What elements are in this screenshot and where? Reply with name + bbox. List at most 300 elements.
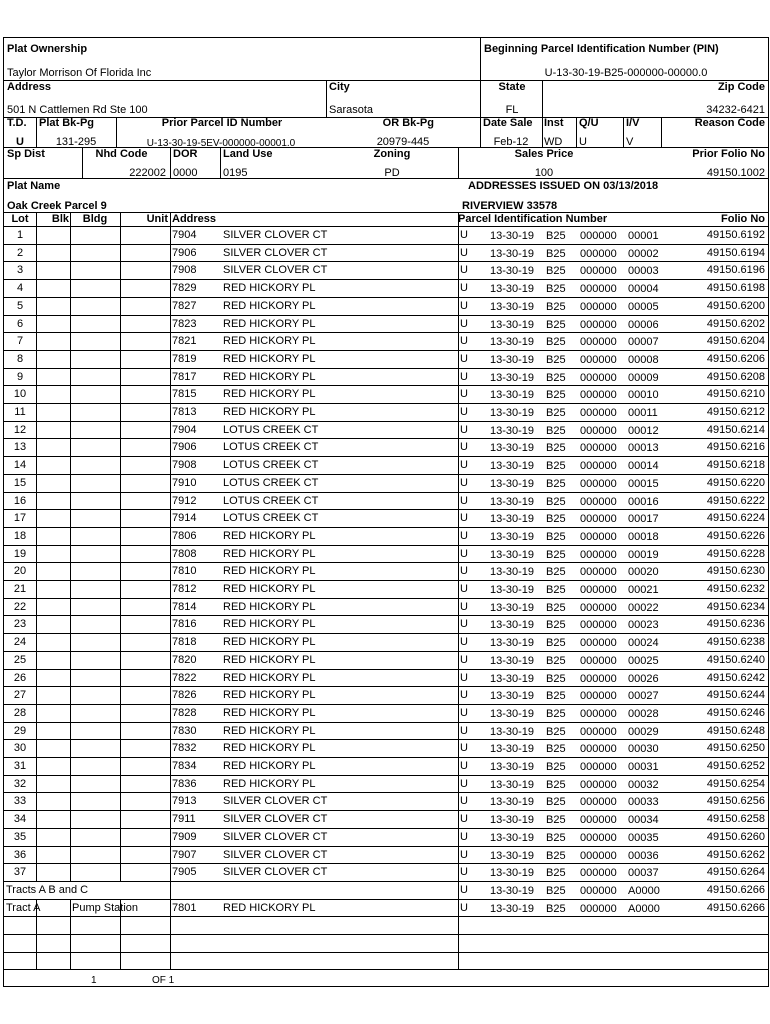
pin-prefix-cell: U: [460, 795, 468, 808]
address-number-cell: 7812: [172, 583, 197, 595]
pin-prefix-cell: U: [460, 600, 468, 613]
page-number: 1: [91, 975, 97, 986]
pin-sub-cell: B25: [546, 548, 566, 561]
address-number-cell: 7801: [172, 901, 197, 914]
pin-block-cell: 000000: [580, 761, 617, 773]
folio-cell: 49150.6234: [706, 600, 765, 613]
col-address: Address: [172, 213, 217, 225]
lot-cell: 35: [13, 830, 27, 843]
lot-cell: 16: [13, 494, 27, 507]
pin-prefix-cell: U: [460, 370, 468, 383]
street-cell: RED HICKORY PL: [223, 282, 316, 295]
pin-prefix-cell: U: [460, 317, 468, 330]
row-divider: [4, 704, 768, 705]
address-number-cell: 7814: [172, 600, 197, 613]
street-cell: RED HICKORY PL: [223, 742, 316, 755]
address-number-cell: 7911: [172, 813, 196, 826]
iv-value: V: [626, 136, 634, 148]
column-divider: [120, 212, 121, 969]
address-number-cell: 7914: [172, 512, 197, 525]
row-divider: [4, 828, 768, 829]
address-number-cell: 7909: [172, 830, 197, 843]
row-divider: [4, 846, 768, 847]
pin-lot-cell: 00030: [628, 743, 659, 756]
address-number-cell: 7821: [172, 335, 197, 348]
pin-block-cell: 000000: [580, 530, 617, 543]
pin-sub-cell: B25: [546, 389, 566, 402]
lot-cell: 5: [16, 299, 24, 312]
row-divider: [4, 438, 768, 439]
pin-str-cell: 13-30-19: [490, 283, 535, 296]
pin-prefix-cell: U: [460, 282, 468, 295]
address-number-cell: 7816: [172, 618, 197, 631]
pin-lot-cell: 00017: [628, 513, 659, 526]
row-divider: [4, 244, 768, 245]
nhd-code-label: Nhd Code: [95, 148, 148, 160]
pin-prefix-cell: U: [460, 512, 468, 525]
street-cell: SILVER CLOVER CT: [223, 795, 328, 808]
lot-cell: Tracts A B and C: [6, 883, 89, 896]
pin-sub-cell: B25: [546, 530, 566, 543]
address-number-cell: 7823: [172, 317, 197, 330]
street-cell: RED HICKORY PL: [223, 547, 316, 560]
row-divider: [4, 863, 768, 864]
pin-prefix-cell: U: [460, 813, 468, 826]
date-sale-label: Date Sale: [483, 117, 533, 129]
pin-sub-cell: B25: [546, 814, 566, 827]
address-number-cell: 7910: [172, 476, 197, 489]
folio-cell: 49150.6204: [706, 335, 765, 348]
pin-str-cell: 13-30-19: [490, 265, 535, 278]
pin-sub-cell: B25: [546, 725, 566, 738]
folio-cell: 49150.6250: [706, 742, 765, 755]
pin-str-cell: 13-30-19: [490, 566, 535, 579]
plat-name-value: Oak Creek Parcel 9: [7, 200, 107, 212]
lot-cell: 32: [13, 777, 27, 790]
pin-lot-cell: 00021: [628, 584, 659, 596]
pin-block-cell: 000000: [580, 283, 617, 296]
pin-sub-cell: B25: [546, 442, 566, 455]
street-cell: RED HICKORY PL: [223, 370, 316, 383]
pin-value: U-13-30-19-B25-000000-00000.0: [544, 67, 708, 79]
lot-cell: 19: [13, 547, 27, 560]
folio-cell: 49150.6222: [706, 494, 765, 507]
pin-sub-cell: B25: [546, 796, 566, 809]
address-value: 501 N Cattlemen Rd Ste 100: [7, 104, 148, 116]
pin-sub-cell: B25: [546, 601, 566, 614]
folio-cell: 49150.6208: [706, 370, 765, 383]
pin-sub-cell: B25: [546, 867, 566, 880]
sp-dist-label: Sp Dist: [7, 148, 45, 160]
reason-code-label: Reason Code: [694, 117, 765, 129]
pin-str-cell: 13-30-19: [490, 247, 535, 260]
pin-block-cell: 000000: [580, 247, 617, 260]
lot-cell: 3: [16, 264, 24, 277]
plat-form: [3, 37, 769, 987]
inst-value: WD: [544, 136, 563, 148]
sales-price-value: 100: [534, 167, 554, 179]
folio-cell: 49150.6228: [706, 547, 765, 560]
city-value: Sarasota: [329, 104, 374, 116]
lot-cell: 33: [13, 795, 27, 808]
folio-cell: 49150.6266: [706, 883, 765, 896]
street-cell: RED HICKORY PL: [223, 406, 316, 418]
pin-str-cell: 13-30-19: [490, 407, 535, 419]
street-cell: SILVER CLOVER CT: [223, 246, 328, 259]
folio-cell: 49150.6238: [706, 636, 765, 649]
page-of: OF 1: [152, 975, 175, 986]
prior-parcel-value: U-13-30-19-5EV-000000-00001.0: [146, 138, 296, 149]
pin-str-cell: 13-30-19: [490, 707, 535, 720]
pin-prefix-cell: U: [460, 742, 468, 755]
plat-name-label: Plat Name: [7, 180, 61, 192]
pin-prefix-cell: U: [460, 653, 468, 666]
pin-str-cell: 13-30-19: [490, 318, 535, 331]
pin-block-cell: 000000: [580, 353, 617, 366]
pin-sub-cell: B25: [546, 637, 566, 650]
pin-prefix-cell: U: [460, 494, 468, 507]
pin-sub-cell: B25: [546, 247, 566, 260]
address-number-cell: 7818: [172, 636, 197, 649]
pin-prefix-cell: U: [460, 724, 468, 737]
pin-lot-cell: 00008: [628, 353, 659, 366]
pin-lot-cell: 00025: [628, 654, 659, 667]
row-divider: [4, 757, 768, 758]
pin-prefix-cell: U: [460, 529, 468, 542]
iv-label: I/V: [626, 117, 640, 129]
lot-cell: 7: [16, 335, 24, 348]
date-sale-value: Feb-12: [493, 136, 529, 148]
row-divider: [4, 261, 768, 262]
address-label: Address: [7, 81, 52, 93]
qu-value: U: [579, 136, 587, 148]
lot-cell: 11: [14, 406, 26, 418]
street-cell: RED HICKORY PL: [223, 901, 316, 914]
address-number-cell: 7806: [172, 529, 197, 542]
pin-block-cell: 000000: [580, 566, 617, 579]
row-divider: [4, 792, 768, 793]
zoning-label: Zoning: [373, 148, 411, 160]
inst-label: Inst: [544, 117, 564, 129]
row-divider: [4, 421, 768, 422]
street-cell: RED HICKORY PL: [223, 529, 316, 542]
folio-cell: 49150.6266: [706, 901, 765, 914]
pin-str-cell: 13-30-19: [490, 389, 535, 402]
lot-cell: 36: [13, 848, 27, 861]
lot-cell: 26: [13, 671, 27, 684]
pin-lot-cell: 00018: [628, 530, 659, 543]
col-lot: Lot: [11, 213, 29, 225]
pin-prefix-cell: U: [460, 689, 468, 702]
folio-cell: 49150.6230: [706, 565, 765, 578]
zip-value: 34232-6421: [706, 104, 765, 116]
lot-cell: 4: [16, 282, 24, 295]
pin-str-cell: 13-30-19: [490, 849, 535, 862]
pin-sub-cell: B25: [546, 707, 566, 720]
pin-block-cell: 000000: [580, 424, 617, 437]
folio-cell: 49150.6218: [706, 459, 765, 472]
pin-lot-cell: 00024: [628, 637, 659, 650]
pin-lot-cell: A0000: [628, 884, 660, 897]
address-number-cell: 7815: [172, 388, 197, 401]
pin-lot-cell: 00016: [628, 495, 659, 508]
row-divider: [4, 722, 768, 723]
pin-prefix-cell: U: [460, 335, 468, 348]
pin-str-cell: 13-30-19: [490, 300, 535, 313]
row-divider: [4, 332, 768, 333]
pin-lot-cell: 00033: [628, 796, 659, 809]
prior-folio-value: 49150.1002: [706, 167, 765, 179]
row-divider: [4, 810, 768, 811]
row-divider: [4, 952, 768, 953]
street-cell: RED HICKORY PL: [223, 653, 316, 666]
pin-block-cell: 000000: [580, 460, 617, 473]
lot-cell: 23: [13, 618, 27, 631]
pin-prefix-cell: U: [460, 441, 468, 454]
pin-block-cell: 000000: [580, 743, 617, 756]
column-divider: [36, 212, 37, 969]
address-number-cell: 7808: [172, 547, 197, 560]
pin-sub-cell: B25: [546, 230, 566, 242]
address-number-cell: 7832: [172, 742, 197, 755]
pin-block-cell: 000000: [580, 477, 617, 490]
address-number-cell: 7819: [172, 352, 197, 365]
pin-block-cell: 000000: [580, 336, 617, 349]
address-number-cell: 7827: [172, 299, 197, 312]
or-bk-value: 20979-445: [376, 136, 430, 148]
pin-str-cell: 13-30-19: [490, 902, 535, 915]
blk-cell: Pump Station: [72, 901, 139, 914]
address-number-cell: 7908: [172, 264, 197, 277]
folio-cell: 49150.6216: [706, 441, 765, 454]
lot-cell: 15: [13, 476, 27, 489]
pin-prefix-cell: U: [460, 636, 468, 649]
address-number-cell: 7905: [172, 866, 197, 879]
col-pin: Parcel Identification Number: [458, 213, 608, 225]
pin-str-cell: 13-30-19: [490, 867, 535, 880]
zoning-value: PD: [384, 167, 400, 179]
folio-cell: 49150.6256: [706, 795, 765, 808]
pin-sub-cell: B25: [546, 265, 566, 278]
row-divider: [4, 474, 768, 475]
row-divider: [4, 350, 768, 351]
folio-cell: 49150.6242: [706, 671, 765, 684]
pin-prefix-cell: U: [460, 246, 468, 259]
prior-parcel-label: Prior Parcel ID Number: [161, 117, 283, 129]
street-cell: RED HICKORY PL: [223, 600, 316, 613]
pin-block-cell: 000000: [580, 831, 617, 844]
pin-lot-cell: 00005: [628, 300, 659, 313]
sales-price-label: Sales Price: [514, 148, 574, 160]
pin-lot-cell: 00023: [628, 619, 659, 632]
pin-block-cell: 000000: [580, 725, 617, 738]
pin-str-cell: 13-30-19: [490, 513, 535, 526]
pin-sub-cell: B25: [546, 672, 566, 685]
pin-lot-cell: 00035: [628, 831, 659, 844]
column-divider: [170, 212, 171, 969]
folio-cell: 49150.6246: [706, 706, 765, 719]
col-folio: Folio No: [721, 213, 765, 225]
or-bk-label: OR Bk-Pg: [382, 117, 434, 129]
plat-bk-label: Plat Bk-Pg: [39, 117, 95, 129]
lot-cell: 10: [13, 388, 27, 401]
pin-sub-cell: B25: [546, 407, 566, 419]
folio-cell: 49150.6202: [706, 317, 765, 330]
pin-lot-cell: 00034: [628, 814, 659, 827]
pin-prefix-cell: U: [460, 547, 468, 560]
street-cell: RED HICKORY PL: [223, 760, 316, 772]
land-use-label: Land Use: [223, 148, 273, 160]
pin-lot-cell: 00003: [628, 265, 659, 278]
pin-lot-cell: 00026: [628, 672, 659, 685]
pin-sub-cell: B25: [546, 619, 566, 632]
pin-sub-cell: B25: [546, 495, 566, 508]
pin-block-cell: 000000: [580, 513, 617, 526]
address-number-cell: 7836: [172, 777, 197, 790]
pin-label: Beginning Parcel Identification Number (PIN): [484, 43, 719, 55]
col-unit: Unit: [146, 213, 168, 225]
address-number-cell: 7810: [172, 565, 197, 578]
pin-str-cell: 13-30-19: [490, 601, 535, 614]
pin-prefix-cell: U: [460, 423, 468, 436]
pin-str-cell: 13-30-19: [490, 884, 535, 897]
pin-lot-cell: 00019: [628, 548, 659, 561]
pin-prefix-cell: U: [460, 883, 468, 896]
td-label: T.D.: [7, 117, 27, 129]
pin-block-cell: 000000: [580, 867, 617, 880]
column-divider: [458, 212, 459, 969]
street-cell: RED HICKORY PL: [223, 335, 316, 348]
lot-cell: 24: [13, 636, 27, 649]
address-number-cell: 7906: [172, 441, 197, 454]
pin-sub-cell: B25: [546, 902, 566, 915]
street-cell: RED HICKORY PL: [223, 583, 316, 595]
pin-sub-cell: B25: [546, 318, 566, 331]
lot-cell: 8: [16, 352, 24, 365]
row-divider: [4, 651, 768, 652]
folio-cell: 49150.6258: [706, 813, 765, 826]
row-divider: [4, 916, 768, 917]
folio-cell: 49150.6200: [706, 299, 765, 312]
qu-label: Q/U: [579, 117, 599, 129]
folio-cell: 49150.6232: [706, 583, 765, 595]
folio-cell: 49150.6192: [706, 229, 765, 241]
pin-str-cell: 13-30-19: [490, 654, 535, 667]
address-number-cell: 7908: [172, 459, 197, 472]
pin-prefix-cell: U: [460, 706, 468, 719]
pin-prefix-cell: U: [460, 459, 468, 472]
pin-sub-cell: B25: [546, 477, 566, 490]
pin-prefix-cell: U: [460, 264, 468, 277]
pin-block-cell: 000000: [580, 637, 617, 650]
pin-lot-cell: A0000: [628, 902, 660, 915]
pin-block-cell: 000000: [580, 619, 617, 632]
pin-lot-cell: 00027: [628, 690, 659, 703]
street-cell: RED HICKORY PL: [223, 706, 316, 719]
street-cell: LOTUS CREEK CT: [223, 512, 319, 525]
pin-block-cell: 000000: [580, 902, 617, 915]
pin-str-cell: 13-30-19: [490, 495, 535, 508]
lot-cell: 30: [13, 742, 27, 755]
pin-str-cell: 13-30-19: [490, 796, 535, 809]
pin-str-cell: 13-30-19: [490, 353, 535, 366]
pin-block-cell: 000000: [580, 548, 617, 561]
td-value: U: [16, 136, 24, 148]
street-cell: LOTUS CREEK CT: [223, 494, 319, 507]
pin-sub-cell: B25: [546, 300, 566, 313]
pin-prefix-cell: U: [460, 583, 468, 595]
city-zip-value: RIVERVIEW 33578: [462, 200, 558, 212]
row-divider: [4, 739, 768, 740]
pin-sub-cell: B25: [546, 761, 566, 773]
row-divider: [4, 545, 768, 546]
lot-cell: 13: [13, 441, 27, 454]
pin-prefix-cell: U: [460, 848, 468, 861]
lot-cell: 29: [13, 724, 27, 737]
pin-lot-cell: 00004: [628, 283, 659, 296]
lot-cell: 27: [13, 689, 27, 702]
pin-block-cell: 000000: [580, 230, 617, 242]
row-divider: [4, 492, 768, 493]
row-divider: [4, 297, 768, 298]
pin-prefix-cell: U: [460, 388, 468, 401]
lot-cell: 18: [13, 529, 27, 542]
address-number-cell: 7813: [172, 406, 197, 418]
pin-lot-cell: 00032: [628, 778, 659, 791]
pin-str-cell: 13-30-19: [490, 442, 535, 455]
state-value: FL: [505, 104, 519, 116]
lot-cell: 1: [16, 229, 24, 241]
row-divider: [4, 315, 768, 316]
pin-sub-cell: B25: [546, 743, 566, 756]
pin-prefix-cell: U: [460, 565, 468, 578]
pin-sub-cell: B25: [546, 654, 566, 667]
plat-bk-value: 131-295: [55, 136, 97, 148]
street-cell: RED HICKORY PL: [223, 299, 316, 312]
street-cell: LOTUS CREEK CT: [223, 423, 319, 436]
pin-str-cell: 13-30-19: [490, 424, 535, 437]
street-cell: RED HICKORY PL: [223, 317, 316, 330]
pin-lot-cell: 00028: [628, 707, 659, 720]
street-cell: SILVER CLOVER CT: [223, 813, 328, 826]
address-number-cell: 7817: [172, 370, 197, 383]
pin-lot-cell: 00002: [628, 247, 659, 260]
pin-lot-cell: 00013: [628, 442, 659, 455]
lot-cell: Tract A: [6, 901, 41, 914]
pin-str-cell: 13-30-19: [490, 530, 535, 543]
lot-cell: 2: [16, 246, 24, 259]
pin-str-cell: 13-30-19: [490, 477, 535, 490]
row-divider: [4, 899, 768, 900]
row-divider: [4, 403, 768, 404]
pin-sub-cell: B25: [546, 566, 566, 579]
folio-cell: 49150.6226: [706, 529, 765, 542]
row-divider: [4, 615, 768, 616]
pin-prefix-cell: U: [460, 406, 468, 418]
lot-cell: 37: [13, 866, 27, 879]
pin-lot-cell: 00015: [628, 477, 659, 490]
street-cell: SILVER CLOVER CT: [223, 229, 328, 241]
folio-cell: 49150.6206: [706, 352, 765, 365]
pin-prefix-cell: U: [460, 830, 468, 843]
dor-label: DOR: [173, 148, 198, 160]
row-divider: [4, 598, 768, 599]
address-number-cell: 7906: [172, 246, 197, 259]
pin-block-cell: 000000: [580, 407, 617, 419]
pin-lot-cell: 00014: [628, 460, 659, 473]
folio-cell: 49150.6252: [706, 760, 765, 772]
pin-block-cell: 000000: [580, 778, 617, 791]
